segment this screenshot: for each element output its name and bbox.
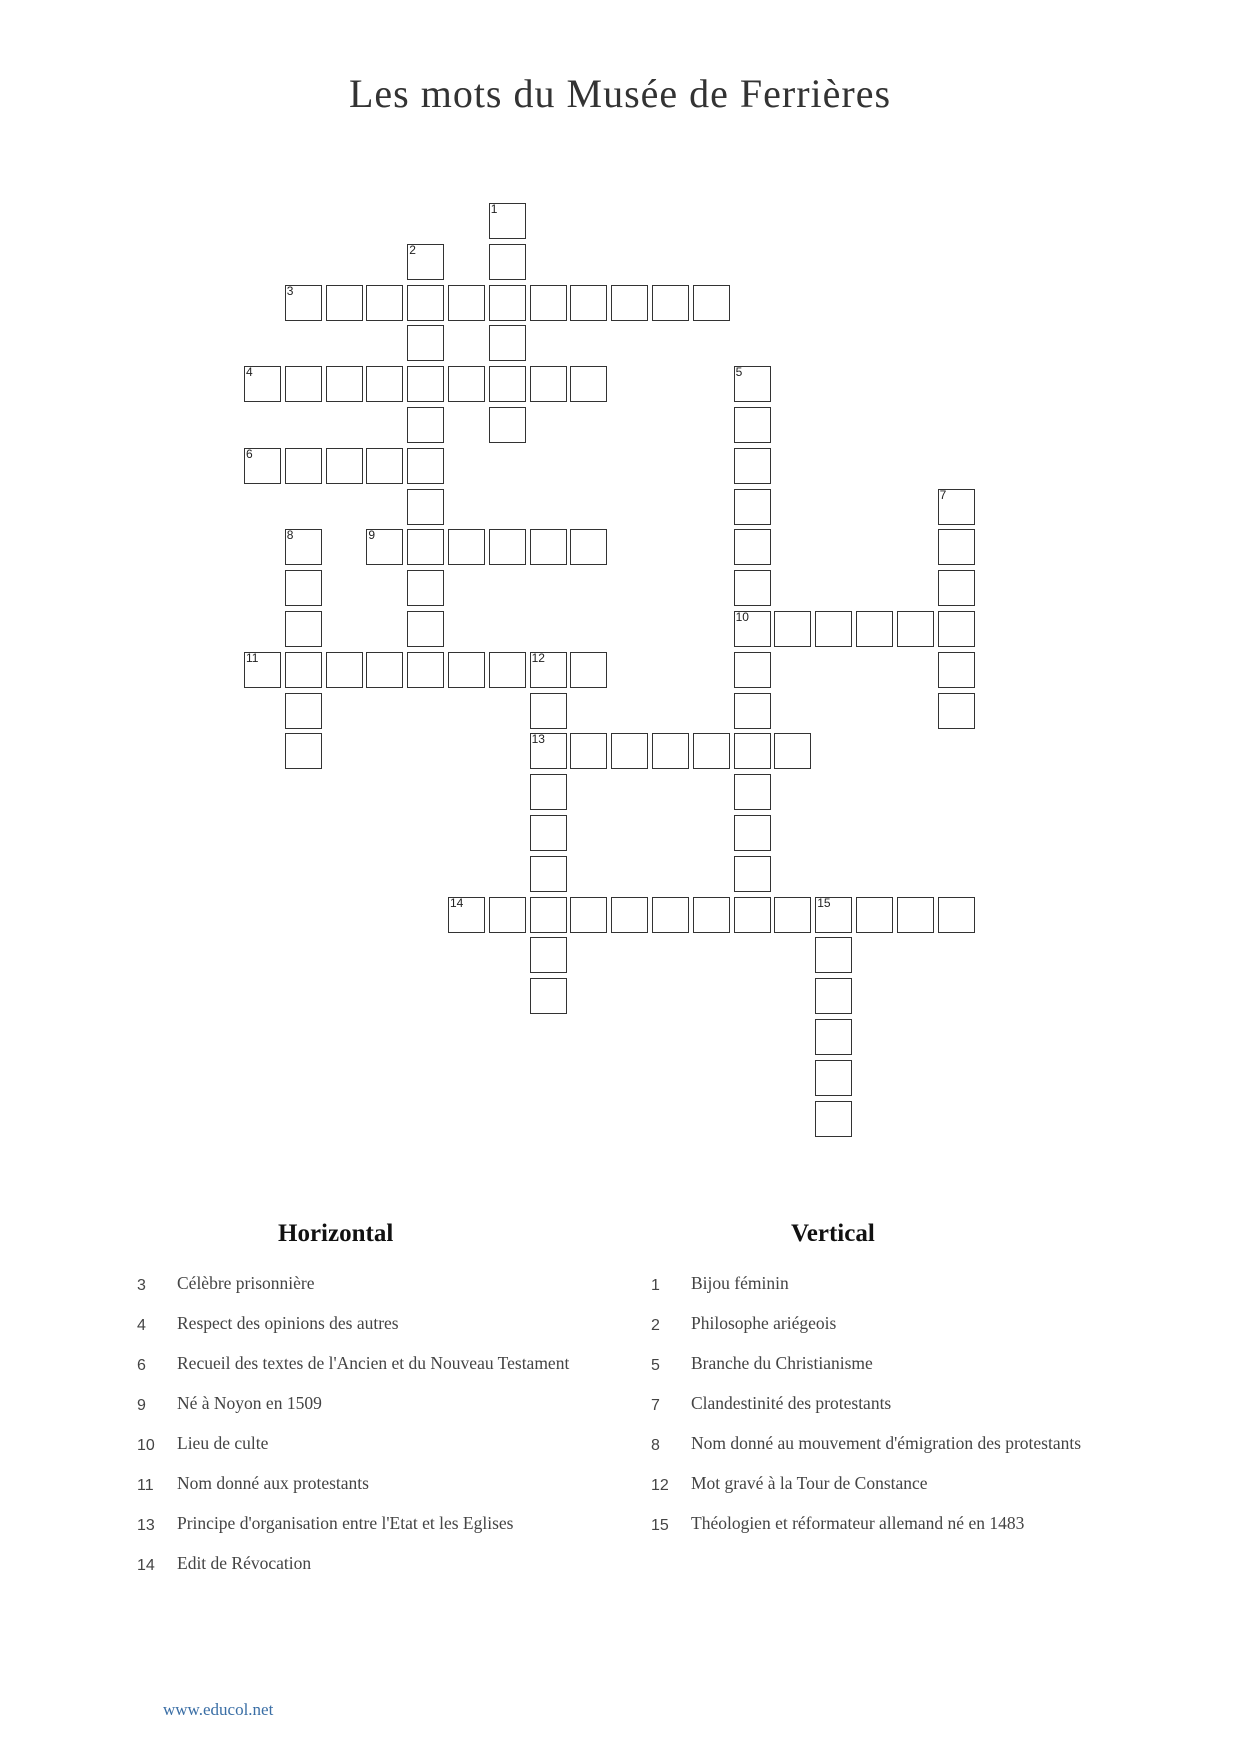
crossword-cell[interactable] bbox=[570, 366, 607, 402]
crossword-cell[interactable] bbox=[448, 897, 485, 933]
crossword-cell[interactable] bbox=[774, 897, 811, 933]
crossword-cell[interactable] bbox=[938, 611, 975, 647]
clue-number: 7 bbox=[939, 487, 947, 502]
crossword-cell[interactable] bbox=[734, 815, 771, 851]
crossword-cell[interactable] bbox=[489, 203, 526, 239]
clue-text: Théologien et réformateur allemand né en 1483 bbox=[691, 1513, 1025, 1533]
clue-number: 10 bbox=[735, 610, 749, 624]
crossword-cell[interactable] bbox=[897, 897, 934, 933]
crossword-cell[interactable] bbox=[366, 652, 403, 688]
crossword-cell[interactable] bbox=[611, 733, 648, 769]
clue-number: 5 bbox=[651, 1357, 660, 1374]
clue-text: Nom donné au mouvement d'émigration des protestants bbox=[691, 1433, 1082, 1453]
crossword-cell[interactable] bbox=[734, 529, 771, 565]
crossword-cell[interactable] bbox=[285, 570, 322, 606]
clue-number: 6 bbox=[246, 446, 253, 461]
crossword-cell[interactable] bbox=[570, 285, 607, 321]
crossword-cell[interactable] bbox=[244, 652, 281, 688]
clue-number: 8 bbox=[651, 1437, 660, 1454]
page-title: Les mots du Musée de Ferrières bbox=[348, 71, 892, 116]
crossword-cell[interactable] bbox=[897, 611, 934, 647]
crossword-cell[interactable] bbox=[530, 774, 567, 810]
crossword-cell[interactable] bbox=[285, 529, 322, 565]
clue-text: Nom donné aux protestants bbox=[177, 1473, 369, 1493]
crossword-cell[interactable] bbox=[407, 570, 444, 606]
crossword-cell[interactable] bbox=[815, 1060, 852, 1096]
clue-text: Edit de Révocation bbox=[177, 1553, 312, 1573]
crossword-cell[interactable] bbox=[285, 693, 322, 729]
crossword-cell[interactable] bbox=[407, 366, 444, 402]
crossword-cell[interactable] bbox=[815, 937, 852, 973]
crossword-cell[interactable] bbox=[734, 448, 771, 484]
crossword-cell[interactable] bbox=[774, 733, 811, 769]
crossword-cell[interactable] bbox=[407, 244, 444, 280]
crossword-cell[interactable] bbox=[734, 407, 771, 443]
crossword-cell[interactable] bbox=[489, 244, 526, 280]
crossword-cell[interactable] bbox=[652, 285, 689, 321]
across-clue bbox=[137, 1550, 597, 1576]
footer-link[interactable]: www.educol.net bbox=[163, 1700, 274, 1719]
crossword-cell[interactable] bbox=[693, 897, 730, 933]
clue-number: 14 bbox=[137, 1557, 155, 1574]
crossword-cell[interactable] bbox=[530, 815, 567, 851]
crossword-cell[interactable] bbox=[734, 570, 771, 606]
crossword-cell[interactable] bbox=[734, 733, 771, 769]
clue-number: 8 bbox=[286, 528, 294, 543]
crossword-cell[interactable] bbox=[489, 407, 526, 443]
clue-number: 3 bbox=[286, 283, 294, 298]
crossword-cell[interactable] bbox=[938, 897, 975, 933]
crossword-cell[interactable] bbox=[489, 897, 526, 933]
crossword-cell[interactable] bbox=[734, 774, 771, 810]
crossword-cell[interactable] bbox=[407, 529, 444, 565]
crossword-cell[interactable] bbox=[448, 529, 485, 565]
clue-number: 15 bbox=[817, 895, 831, 910]
across-clue bbox=[137, 1350, 597, 1376]
crossword-cell[interactable] bbox=[448, 285, 485, 321]
crossword-cell[interactable] bbox=[693, 285, 730, 321]
clue-number: 9 bbox=[368, 528, 376, 543]
down-clue bbox=[651, 1350, 1101, 1376]
crossword-cell[interactable] bbox=[285, 611, 322, 647]
clue-number: 13 bbox=[137, 1517, 155, 1534]
crossword-cell[interactable] bbox=[734, 611, 771, 647]
crossword-cell[interactable] bbox=[407, 611, 444, 647]
crossword-cell[interactable] bbox=[407, 285, 444, 321]
crossword-cell[interactable] bbox=[530, 529, 567, 565]
clue-text: Né à Noyon en 1509 bbox=[177, 1393, 322, 1413]
crossword-cell[interactable] bbox=[938, 489, 975, 525]
across-clue bbox=[137, 1470, 597, 1496]
crossword-cell[interactable] bbox=[530, 652, 567, 688]
crossword-cell[interactable] bbox=[530, 733, 567, 769]
across-heading: Horizontal bbox=[278, 1220, 394, 1247]
crossword-cell[interactable] bbox=[938, 529, 975, 565]
down-clue-list bbox=[651, 1270, 1101, 1550]
across-clue bbox=[137, 1390, 597, 1416]
across-clue bbox=[137, 1270, 597, 1296]
clue-text: Philosophe ariégeois bbox=[691, 1313, 837, 1333]
crossword-cell[interactable] bbox=[407, 489, 444, 525]
crossword-cell[interactable] bbox=[366, 529, 403, 565]
across-clue-list bbox=[137, 1270, 597, 1590]
crossword-cell[interactable] bbox=[815, 978, 852, 1014]
crossword-cell[interactable] bbox=[285, 733, 322, 769]
clue-number: 2 bbox=[409, 242, 416, 257]
crossword-cell[interactable] bbox=[570, 652, 607, 688]
crossword-cell[interactable] bbox=[285, 366, 322, 402]
crossword-cell[interactable] bbox=[815, 897, 852, 933]
clue-text: Bijou féminin bbox=[691, 1273, 789, 1293]
crossword-cell[interactable] bbox=[489, 652, 526, 688]
crossword-cell[interactable] bbox=[530, 693, 567, 729]
crossword-cell[interactable] bbox=[489, 285, 526, 321]
clue-number: 4 bbox=[246, 365, 253, 380]
down-clue bbox=[651, 1470, 1101, 1496]
crossword-cell[interactable] bbox=[530, 366, 567, 402]
clue-text: Branche du Christianisme bbox=[691, 1353, 873, 1373]
crossword-cell[interactable] bbox=[285, 285, 322, 321]
crossword-cell[interactable] bbox=[285, 652, 322, 688]
crossword-cell[interactable] bbox=[530, 937, 567, 973]
crossword-cell[interactable] bbox=[856, 611, 893, 647]
crossword-cell[interactable] bbox=[774, 611, 811, 647]
crossword-cell[interactable] bbox=[489, 529, 526, 565]
crossword-cell[interactable] bbox=[448, 652, 485, 688]
crossword-cell[interactable] bbox=[652, 733, 689, 769]
crossword-cell[interactable] bbox=[244, 448, 281, 484]
clue-number: 10 bbox=[137, 1437, 155, 1454]
clue-number: 12 bbox=[651, 1477, 669, 1494]
down-clue bbox=[651, 1270, 1101, 1296]
crossword-cell[interactable] bbox=[815, 1019, 852, 1055]
crossword-cell[interactable] bbox=[693, 733, 730, 769]
clue-number: 11 bbox=[137, 1477, 154, 1494]
crossword-cell[interactable] bbox=[530, 285, 567, 321]
clue-number: 9 bbox=[137, 1397, 146, 1414]
crossword-cell[interactable] bbox=[734, 366, 771, 402]
clue-number: 1 bbox=[651, 1277, 660, 1294]
clue-number: 1 bbox=[490, 202, 498, 216]
crossword-cell[interactable] bbox=[407, 407, 444, 443]
clue-number: 15 bbox=[651, 1517, 669, 1534]
clue-text: Respect des opinions des autres bbox=[177, 1313, 399, 1333]
crossword-cell[interactable] bbox=[366, 366, 403, 402]
down-clue bbox=[651, 1510, 1101, 1536]
clue-number: 13 bbox=[531, 732, 545, 747]
down-clue bbox=[651, 1390, 1101, 1416]
clue-text: Lieu de culte bbox=[177, 1433, 269, 1453]
crossword-cell[interactable] bbox=[244, 366, 281, 402]
clue-text: Principe d'organisation entre l'Etat et les Eglises bbox=[177, 1513, 514, 1533]
crossword-cell[interactable] bbox=[530, 978, 567, 1014]
crossword-cell[interactable] bbox=[938, 570, 975, 606]
crossword-cell[interactable] bbox=[570, 529, 607, 565]
across-clue bbox=[137, 1430, 597, 1456]
crossword-cell[interactable] bbox=[611, 897, 648, 933]
crossword-cell[interactable] bbox=[326, 285, 363, 321]
crossword-cell[interactable] bbox=[815, 611, 852, 647]
clue-number: 6 bbox=[137, 1357, 146, 1374]
clue-number: 7 bbox=[651, 1397, 660, 1414]
clue-number: 14 bbox=[450, 895, 464, 910]
crossword-cell[interactable] bbox=[407, 325, 444, 361]
crossword-cell[interactable] bbox=[530, 897, 567, 933]
crossword-cell[interactable] bbox=[326, 366, 363, 402]
across-clue bbox=[137, 1310, 597, 1336]
crossword-cell[interactable] bbox=[366, 285, 403, 321]
clue-number: 4 bbox=[137, 1317, 146, 1334]
clue-number: 12 bbox=[531, 650, 545, 665]
crossword-cell[interactable] bbox=[938, 693, 975, 729]
crossword-cell[interactable] bbox=[611, 285, 648, 321]
crossword-cell[interactable] bbox=[407, 448, 444, 484]
clue-text: Célèbre prisonnière bbox=[177, 1273, 315, 1293]
crossword-cell[interactable] bbox=[734, 856, 771, 892]
down-clue bbox=[651, 1310, 1101, 1336]
crossword-cell[interactable] bbox=[570, 897, 607, 933]
crossword-cell[interactable] bbox=[489, 325, 526, 361]
down-clue bbox=[651, 1430, 1101, 1456]
crossword-cell[interactable] bbox=[366, 448, 403, 484]
clue-text: Mot gravé à la Tour de Constance bbox=[691, 1473, 928, 1493]
clue-number: 11 bbox=[246, 650, 259, 665]
crossword-cell[interactable] bbox=[734, 489, 771, 525]
crossword-cell[interactable] bbox=[530, 856, 567, 892]
crossword-cell[interactable] bbox=[734, 652, 771, 688]
crossword-cell[interactable] bbox=[815, 1101, 852, 1137]
crossword-cell[interactable] bbox=[856, 897, 893, 933]
clue-number: 3 bbox=[137, 1277, 146, 1294]
crossword-cell[interactable] bbox=[734, 693, 771, 729]
crossword-cell[interactable] bbox=[285, 448, 322, 484]
down-heading: Vertical bbox=[791, 1220, 875, 1247]
crossword-cell[interactable] bbox=[938, 652, 975, 688]
crossword-cell[interactable] bbox=[570, 733, 607, 769]
across-clue bbox=[137, 1510, 597, 1536]
crossword-cell[interactable] bbox=[734, 897, 771, 933]
clue-text: Clandestinité des protestants bbox=[691, 1393, 892, 1413]
clue-number: 5 bbox=[735, 365, 743, 380]
clue-number: 2 bbox=[651, 1317, 660, 1334]
crossword-cell[interactable] bbox=[326, 652, 363, 688]
crossword-cell[interactable] bbox=[326, 448, 363, 484]
clue-text: Recueil des textes de l'Ancien et du Nouveau Testament bbox=[177, 1353, 570, 1373]
crossword-cell[interactable] bbox=[652, 897, 689, 933]
crossword-cell[interactable] bbox=[407, 652, 444, 688]
crossword-cell[interactable] bbox=[489, 366, 526, 402]
crossword-cell[interactable] bbox=[448, 366, 485, 402]
